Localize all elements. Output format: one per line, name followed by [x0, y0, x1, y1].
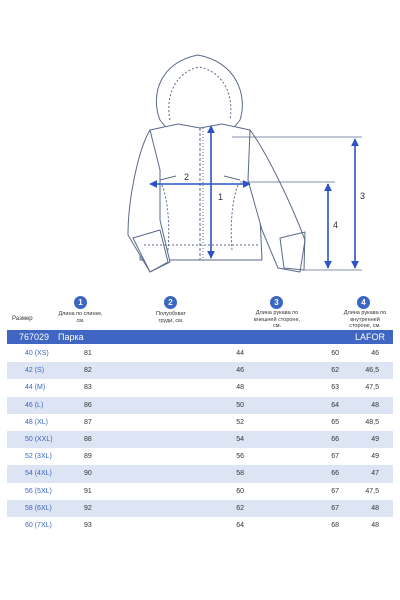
sleeve-inner-cell: 47,5: [343, 483, 393, 500]
column-4-number: 4: [357, 296, 370, 309]
half-chest-cell: 56: [164, 448, 259, 465]
sleeve-outer-cell: 63: [259, 379, 343, 396]
sleeve-inner-cell: 49: [343, 448, 393, 465]
half-chest-cell: 52: [164, 414, 259, 431]
size-cell: 58 (6XL): [7, 500, 75, 517]
back-length-cell: 86: [75, 397, 164, 414]
sleeve-inner-cell: 48: [343, 500, 393, 517]
sleeve-outer-cell: 66: [259, 431, 343, 448]
sleeve-outer-cell: 68: [259, 517, 343, 534]
half-chest-cell: 60: [164, 483, 259, 500]
sleeve-outer-cell: 67: [259, 500, 343, 517]
table-row: [7, 483, 393, 500]
sleeve-outer-cell: 62: [259, 362, 343, 379]
half-chest-cell: 64: [164, 517, 259, 534]
column-2-header: Полуобхват груди, см.: [156, 311, 186, 324]
size-cell: 50 (XXL): [7, 431, 75, 448]
sleeve-inner-cell: 47: [343, 465, 393, 482]
half-chest-cell: 62: [164, 500, 259, 517]
measure-2-label: 2: [184, 172, 190, 182]
sleeve-inner-cell: 48,5: [343, 414, 393, 431]
column-3-number: 3: [270, 296, 283, 309]
size-cell: 52 (3XL): [7, 448, 75, 465]
back-length-cell: 90: [75, 465, 164, 482]
measure-3-label: 3: [360, 191, 366, 201]
column-1-header: Длина по спинке, см.: [58, 311, 103, 324]
product-title-bar: [7, 330, 393, 344]
size-cell: 40 (XS): [7, 345, 75, 362]
parka-outline: [128, 55, 305, 272]
sleeve-inner-cell: 49: [343, 431, 393, 448]
back-length-cell: 82: [75, 362, 164, 379]
half-chest-cell: 48: [164, 379, 259, 396]
half-chest-cell: 50: [164, 397, 259, 414]
back-length-cell: 91: [75, 483, 164, 500]
table-row: [7, 431, 393, 448]
size-column-header: Размер: [12, 316, 33, 322]
table-row: [7, 517, 393, 534]
product-name: Парка: [58, 332, 84, 342]
size-cell: 54 (4XL): [7, 465, 75, 482]
sleeve-inner-cell: 46: [343, 345, 393, 362]
measure-1-label: 1: [218, 192, 224, 202]
half-chest-cell: 46: [164, 362, 259, 379]
measure-4-label: 4: [333, 220, 339, 230]
column-1-number: 1: [74, 296, 87, 309]
sleeve-inner-cell: 48: [343, 517, 393, 534]
sleeve-outer-cell: 67: [259, 483, 343, 500]
table-row: [7, 397, 393, 414]
table-row: [7, 345, 393, 362]
table-row: [7, 379, 393, 396]
sleeve-outer-cell: 64: [259, 397, 343, 414]
table-row: [7, 362, 393, 379]
back-length-cell: 81: [75, 345, 164, 362]
back-length-cell: 87: [75, 414, 164, 431]
size-cell: 46 (L): [7, 397, 75, 414]
size-table: [7, 345, 393, 534]
back-length-cell: 92: [75, 500, 164, 517]
sleeve-outer-cell: 67: [259, 448, 343, 465]
table-row: [7, 448, 393, 465]
half-chest-cell: 44: [164, 345, 259, 362]
sleeve-outer-cell: 65: [259, 414, 343, 431]
size-cell: 56 (5XL): [7, 483, 75, 500]
back-length-cell: 83: [75, 379, 164, 396]
brand-name: LAFOR: [354, 332, 385, 342]
table-row: [7, 500, 393, 517]
half-chest-cell: 54: [164, 431, 259, 448]
sleeve-inner-cell: 48: [343, 397, 393, 414]
column-3-header: Длина рукава по внешней стороне, см.: [253, 310, 301, 329]
size-cell: 42 (S): [7, 362, 75, 379]
size-cell: 48 (XL): [7, 414, 75, 431]
sleeve-outer-cell: 60: [259, 345, 343, 362]
sleeve-inner-cell: 47,5: [343, 379, 393, 396]
back-length-cell: 93: [75, 517, 164, 534]
table-row: [7, 465, 393, 482]
column-4-header: Длина рукава по внутренней стороне, см.: [343, 310, 387, 329]
size-cell: 60 (7XL): [7, 517, 75, 534]
half-chest-cell: 58: [164, 465, 259, 482]
back-length-cell: 89: [75, 448, 164, 465]
column-2-number: 2: [164, 296, 177, 309]
sleeve-outer-cell: 66: [259, 465, 343, 482]
product-article: 767029: [19, 332, 50, 342]
size-cell: 44 (M): [7, 379, 75, 396]
sleeve-inner-cell: 46,5: [343, 362, 393, 379]
back-length-cell: 88: [75, 431, 164, 448]
table-row: [7, 414, 393, 431]
